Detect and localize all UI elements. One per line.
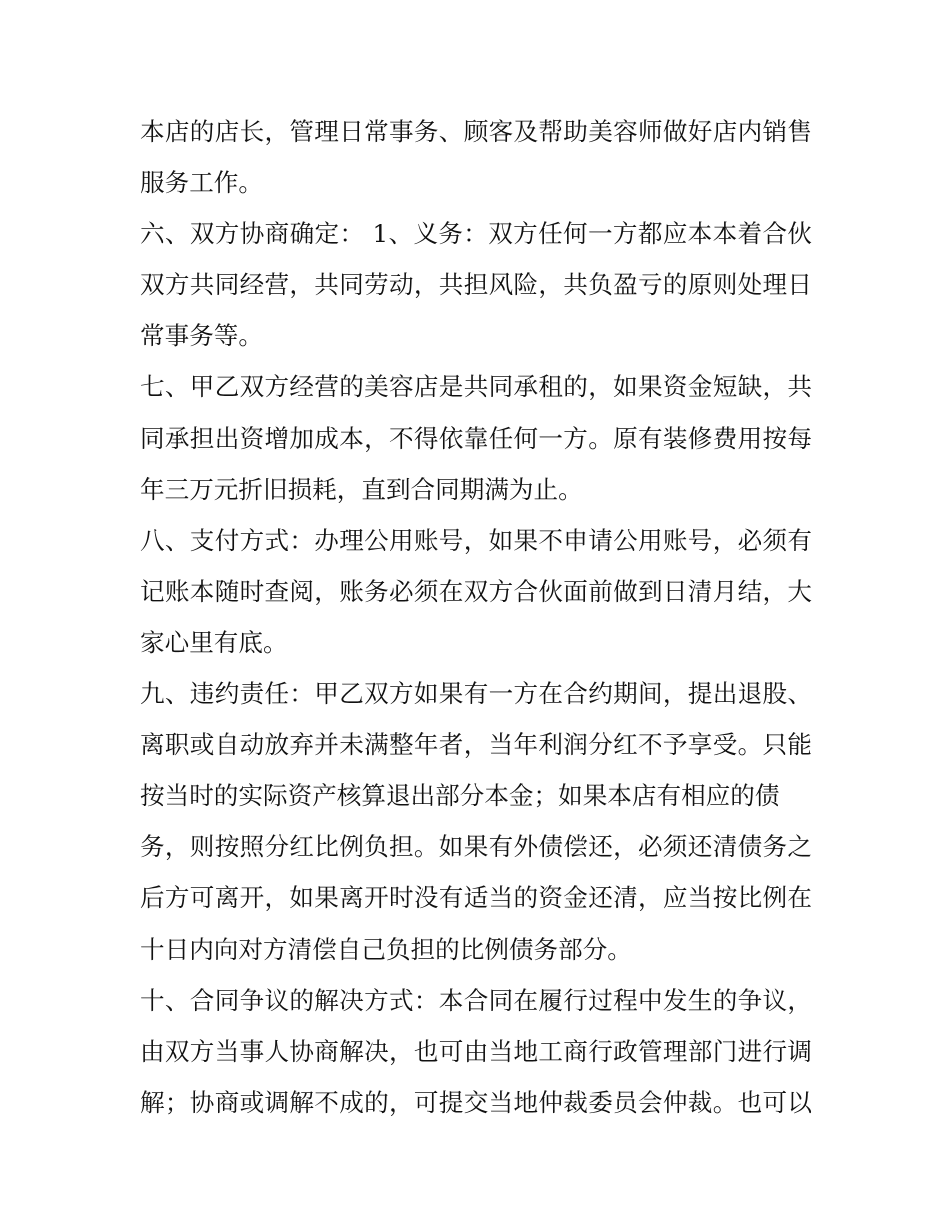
text-line: 七、甲乙双方经营的美容店是共同承租的，如果资金短缺，共 [140, 372, 812, 402]
text-line: 双方共同经营，共同劳动，共担风险，共负盈亏的原则处理日 [140, 270, 812, 300]
text-line: 同承担出资增加成本，不得依靠任何一方。原有装修费用按每 [140, 423, 812, 453]
text-line: 十日内向对方清偿自己负担的比例债务部分。 [140, 934, 632, 964]
text-line: 九、违约责任：甲乙双方如果有一方在合约期间，提出退股、 [140, 679, 812, 709]
text-line: 按当时的实际资产核算退出部分本金；如果本店有相应的债 [140, 781, 780, 811]
text-line: 后方可离开，如果离开时没有适当的资金还清，应当按比例在 [140, 883, 812, 913]
text-line: 家心里有底。 [140, 627, 288, 657]
text-line: 服务工作。 [140, 168, 263, 198]
text-line: 由双方当事人协商解决，也可由当地工商行政管理部门进行调 [140, 1036, 812, 1066]
text-line: 本店的店长，管理日常事务、顾客及帮助美容师做好店内销售 [140, 117, 812, 146]
document-body-text [140, 106, 812, 1128]
text-line: 年三万元折旧损耗，直到合同期满为止。 [140, 474, 583, 504]
text-line: 解；协商或调解不成的，可提交当地仲裁委员会仲裁。也可以 [140, 1087, 812, 1117]
text-line: 务，则按照分红比例负担。如果有外债偿还，必须还清债务之 [140, 832, 812, 862]
text-line: 常事务等。 [140, 321, 263, 351]
text-line: 记账本随时查阅，账务必须在双方合伙面前做到日清月结，大 [140, 576, 812, 606]
text-line: 六、双方协商确定： 1、义务：双方任何一方都应本本着合伙 [140, 219, 812, 249]
text-line: 十、合同争议的解决方式：本合同在履行过程中发生的争议， [140, 985, 812, 1015]
text-line: 离职或自动放弃并未满整年者，当年利润分红不予享受。只能 [140, 730, 812, 760]
text-line: 八、支付方式：办理公用账号，如果不申请公用账号，必须有 [140, 525, 812, 555]
